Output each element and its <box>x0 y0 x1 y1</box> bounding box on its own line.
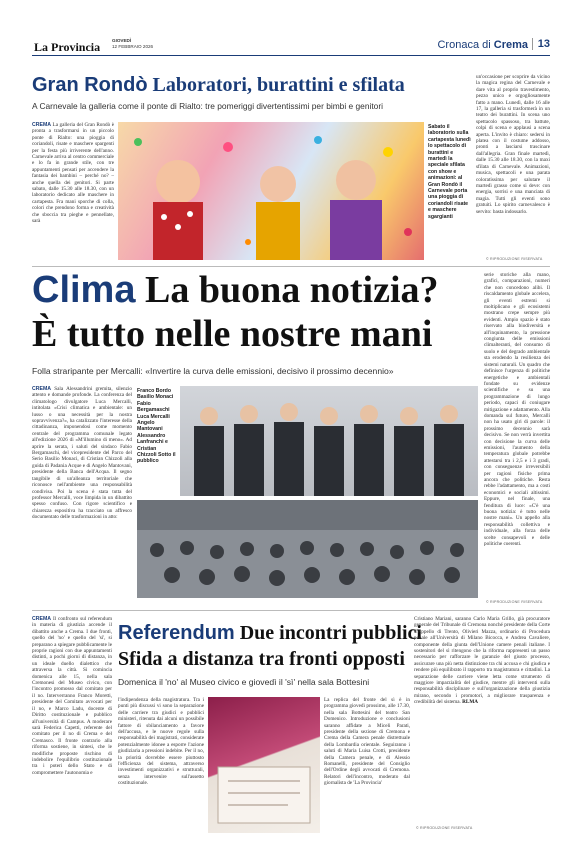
article1-headline <box>32 74 405 97</box>
article3-subhead: Domenica il 'no' al Museo civico e giovedì il 'sì' nella sala Bottesini <box>118 677 370 687</box>
article1-kicker: Gran Rondò <box>32 74 148 96</box>
article2-headline <box>32 268 439 356</box>
referendum-photo <box>208 697 320 833</box>
section-city: Crema <box>493 39 528 51</box>
issue-day: GIOVEDÌ <box>112 38 132 43</box>
speakers-photo-illustration <box>180 386 478 496</box>
article3-dateline: CREMA <box>32 616 52 622</box>
article1-subhead: A Carnevale la galleria come il ponte di Rialto: tre pomeriggi divertentissimi per bimbi e genitori <box>32 101 383 111</box>
issue-date <box>112 38 153 49</box>
article1-credit: © RIPRODUZIONE RISERVATA <box>486 257 543 261</box>
article3-title-line2: Sfida a distanza tra fronti opposti <box>118 648 405 670</box>
carnival-photo-illustration <box>118 122 424 260</box>
issue-full-date: 12 FEBBRAIO 2026 <box>112 43 154 49</box>
article1-title: Laboratori, burattini e sfilata <box>152 74 405 96</box>
article2-text1: Sala Alessandrini gremita, silenzio attento e domande profonde. La conferenza del climatologo divulgatore Luca Mercalli, intitolata «Crisi climatica e ambientale: un lusso o una necessità per la nostra sopravvivenza?», ha catalizzato l'interesse della cittadinanza, imponendosi come momento centrale del programma comunale legato all'edizione 2026 di «M'illumino di meno». Ad aprire la serata, i saluti del sindaco Fabio Bergamaschi, del vicepresidente del Parco del Serio Basilio Monaci, di Cristian Chizzoli alla guida di Padania Acque e di Angelo Mantovani, presidente della Banca dell'Acqua. Il segno tangibile di un'alleanza territoriale che riconosce nell'ambiente una responsabilità condivisa. Poi la scena è stata tutta del professor Mercalli, voce limpida in un dibattito spesso confuso. Con rigore scientifico e chiarezza espositiva ha tracciato un affresco documentato delle trasformazioni in atto: <box>32 386 132 521</box>
article1-body-col3 <box>476 74 550 254</box>
article1-text1: La galleria del Gran Rondò è pronta a trasformarsi in un piccolo ponte di Rialto: una pioggia di coriandoli, risate e maschere spargenti per la festa più irriverente dell'anno. Carnevale arriva al centro commerciale e lo fa in grande stile, con tre appuntamenti pensati per accendere la fantasia dei bambini – perché no? – anche quella dei genitori. Si parte sabato, dalle 15.30 alle 18.30, con un laboratorio dedicato alle maschere in cartapesta. Fra mani sporche di colla, colori che prendono forma e creatività che sboccia tra pieghe e pennellate, sarà <box>32 122 114 225</box>
article2-title-line1: La buona notizia? <box>144 269 439 311</box>
masthead-rule <box>32 55 550 56</box>
article2-kicker: Clima <box>32 269 136 311</box>
article2-caption: Franco Bordo Basilio Monaci Fabio Bergamaschi Luca Mercalli Angelo Mantovani Alessandro Lanfranchi e Cristian Chizzoli Sotto il pubblico <box>137 388 176 465</box>
article3-kicker: Referendum <box>118 622 235 644</box>
article3-body-col4 <box>414 616 550 824</box>
article2-body-col3 <box>484 272 550 596</box>
audience-photo-illustration <box>137 500 478 598</box>
article2-subhead: Folla straripante per Mercalli: «Invertire la curva delle emissioni, decisivo il prossimo decennio» <box>32 366 394 376</box>
article3-text3: La replica del fronte del sì è in programma giovedì prossimo, alle 17.30, nella sala Bottesini del teatro San Domenico. Introduzione e conclusioni saranno affidate a Miceli Parati, presidente della sezione di Cremona e Crema della Camera penale distrettuale della Lombardia orientale. Seguiranno i saluti di Maria Luisa Crotti, presidente della Camera penale, e di Alessio Romanelli, presidente del Consiglio dell'Ordine degli avvocati di Cremona. Relatori dell'incontro, moderato dal giornalista de 'La Provincia' <box>324 697 410 787</box>
newspaper-logo: La Provincia <box>34 40 101 54</box>
article3-title-line1: Due incontri pubblici <box>239 622 422 644</box>
article3-body-col2 <box>118 697 204 833</box>
article2-dateline: CREMA <box>32 386 52 392</box>
article3-text2: l'indipendenza della magistratura. Tra i punti più discussi vi sono la separazione delle carriere tra giudici e pubblici ministeri, ritenuta dai alcuni un possibile fattore di sbilanciamento a favore dell'accusa, e le nuove regole sulla responsabilità dei magistrati, considerate potenzialmente idonee a esporre l'azione giudiziaria a pressioni indebite. Per il no, la priorità dovrebbe essere piuttosto l'efficienza del sistema, attraverso investimenti organizzativi e strutturali, senza intervenire sull'assetto costituzionale. <box>118 697 204 787</box>
article1-text3: un'occasione per scoprire da vicino la magica regina del Carnevale e dare vita al proprio travestimento, pezzo unico e orgogliosamente fatto a mano. Lunedì, dalle 16 alle 17, la galleria si trasformerà in un teatro dei burattini. In scena uno spettacolo spassoso, tra battute, colpi di scena e applausi a scena aperta. L'invito è chiaro: sedersi in platea con il costume addosso, pronti a lasciarsi trascinare dall'allegria. Gran finale martedì, dalle 15.30 alle 18.30, con la maxi sfilata di Carnevale. Animazioni, musica, spettacoli e una parata coloratissima per salutare il martedì grasso come si deve: con energia, sorrisi e una manciata di magia. Tutti gli eventi sono gratuiti. Lo spirito carnevalesco è servito: basta indossarlo. <box>476 74 550 215</box>
article2-title-line2: È tutto nelle nostre mani <box>32 313 433 355</box>
article3-text4: Cristiano Mariani, saranno Carlo Maria Grillo, già procuratore generale del Tribunale di Cremona nonché presidente della Corte d'Appello di Trento, Olivieri Mazza, ordinario di Procedura penale all'Università di Milano Bicocca, e Andrea Cavaliere, componente della giunta dell'Unione camere penali italiane. I sostenitori del sì ritengono che la riforma rappresenti un passo necessario per rafforzare le garanzie del giusto processo, assicurare una più netta distinzione tra chi accusa e chi giudica e rendere più equilibrato il rapporto tra magistratura e cittadini. La separazione delle carriere viene letta come strumento di maggiore imparzialità del giudice, mentre gli interventi sulla responsabilità disciplinare e sull'organizzazione della giustizia mirano, secondo i promotori, a migliorare trasparenza e credibilità del sistema. <box>414 616 550 706</box>
article3-author: RLMA <box>462 699 478 706</box>
article3-text1: Il confronto sul referendum in materia di giustizia accende il dibattito anche a Crema. I due fronti, quello del 'no' e quello del 'sì', si preparano a spiegare pubblicamente le proprie ragioni con due appuntamenti distinti, a pochi giorni di distanza, in un ideale duello dialettico che attraversa la città. Si comincia domenica alle 15, nella sala Cremonesi del Museo civico, con l'incontro promosso dal comitato per il no. Interverranno Franco Moretti, presidente del Comitato avvocati per il no, e Marco Ladu, docente di Diritto costituzionale e pubblico all'università di Campus. A moderare sarà Federica Capetti, referente del comitato per il no di Crema e del Cremasco. Il fronte contrario alla riforma sostiene, in sintesi, che le modifiche proposte rischino di indebolire l'equilibrio costituzionale tra i poteri dello Stato e di compromettere l'autonomia e <box>32 616 112 776</box>
article2-credit: © RIPRODUZIONE RISERVATA <box>486 600 543 604</box>
article3-headline <box>118 620 422 672</box>
article3-body-col1 <box>32 616 112 832</box>
section-prefix: Cronaca di <box>437 39 494 51</box>
article2-rule <box>32 610 550 611</box>
page-number: 13 <box>532 38 550 50</box>
speakers-photo <box>180 386 478 496</box>
section-title <box>437 39 528 51</box>
audience-photo <box>137 500 478 598</box>
article1-rule <box>32 266 550 267</box>
article1-dateline: CREMA <box>32 122 52 128</box>
article3-credit: © RIPRODUZIONE RISERVATA <box>416 826 473 830</box>
article1-body-col1 <box>32 122 114 258</box>
ballot-photo-illustration <box>208 697 320 833</box>
article3-body-col3 <box>324 697 410 833</box>
article1-caption: Sabato il laboratorio sulla cartapesta lunedì lo spettacolo di burattini e martedì la speciale sfilata con show e animazioni: al Gran Rondò il Carnevale porta una pioggia di coriandoli risate e maschere sgargianti <box>428 124 471 220</box>
article2-body-col1 <box>32 386 132 598</box>
carnival-photo <box>118 122 424 260</box>
article2-text3: serie storiche alla mano, grafici, comparazioni, numeri che non concedono alibi. Il riscaldamento globale accelera, gli eventi estremi si moltiplicano e gli ecosistemi mostrano crepe sempre più evidenti. Ampio spazio è stato riservato alla biodiversità e all'inquinamento, la pressione congiunta delle emissioni climalteranti, del consumo di suolo e del degrado ambientale sta erodendo la resilienza dei sistemi naturali. Un quadro che definisce l'urgenza di politiche energetiche e ambientali fondate su evidenze scientifiche e su una programmazione di lungo periodo, capaci di coniugare mitigazione e adattamento. Alla domanda sul futuro, Mercalli non ha usato giri di parole: il prossimo decennio sarà decisivo. Se non verrà invertita con decisione la curva delle emissioni, l'aumento della temperatura globale potrebbe attestarsi tra i 2,5 e i 3 gradi, con conseguenze irreversibili per ragioni fisiche prima ancora che politiche. Resta rebbe l'adattamento, ma a costi economici e sociali altissimi. Eppure, nel finale, una fenditura di luce: «C'è una buona notizia: è tutto nelle nostre mani». Un appello alla responsabilità collettiva e individuale, alla forza delle scelte consapevoli e delle politiche coerenti. <box>484 272 550 548</box>
